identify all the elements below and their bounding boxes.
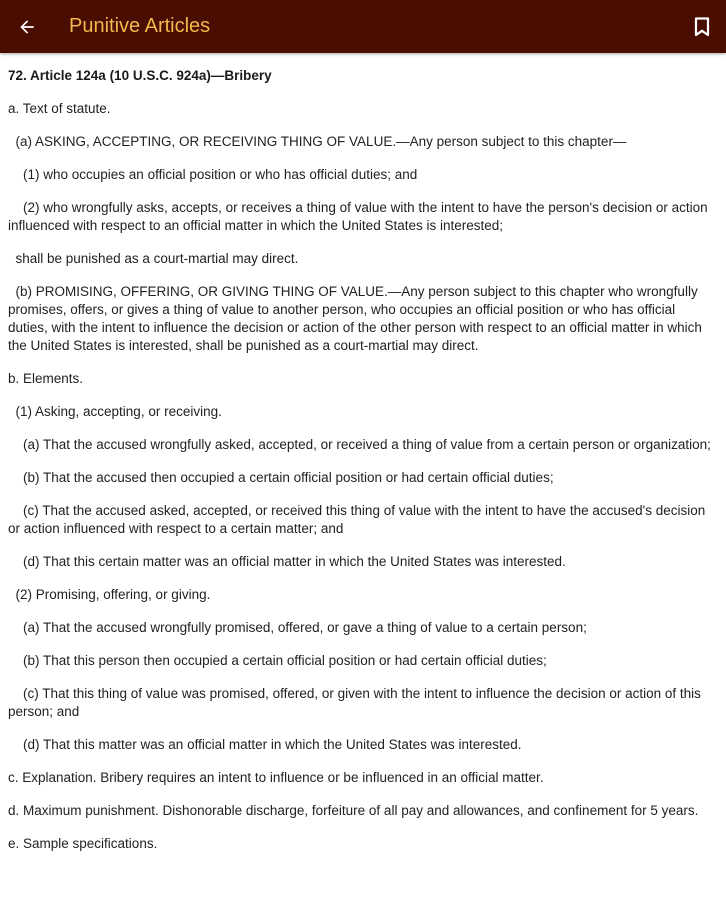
paragraph-elements-2-b: (b) That this person then occupied a certain official position or had certain official duties; (8, 653, 547, 668)
page-title: Punitive Articles (69, 15, 211, 37)
back-button[interactable] (15, 15, 39, 39)
arrow-left-icon (17, 17, 37, 37)
paragraph-elements-2-d: (d) That this matter was an official matter in which the United States was interested. (8, 737, 522, 752)
paragraph-text-of-statute: a. Text of statute. (8, 101, 111, 116)
paragraph-explanation: c. Explanation. Bribery requires an intent to influence or be influenced in an official matter. (8, 770, 544, 785)
bookmark-icon (694, 17, 710, 37)
paragraph-statute-a-1: (1) who occupies an official position or who has official duties; and (8, 167, 418, 182)
app-bar (0, 0, 726, 53)
paragraph-elements-1: (1) Asking, accepting, or receiving. (8, 404, 222, 419)
paragraph-sample-specifications: e. Sample specifications. (8, 836, 158, 851)
paragraph-statute-b: (b) PROMISING, OFFERING, OR GIVING THING OF VALUE.—Any person subject to this chapter who wrongfully promises, offers, or gives a thing of value to another person, who occupies an official position or who has official duties, with the intent to influence the decision or action of the other person with respect to an official matter in which the United States is interested, shall be punished as a court-martial may direct. (8, 284, 702, 353)
paragraph-elements-2: (2) Promising, offering, or giving. (8, 587, 211, 602)
paragraph-elements-1-b: (b) That the accused then occupied a certain official position or had certain official duties; (8, 470, 554, 485)
paragraph-elements: b. Elements. (8, 371, 84, 386)
bookmark-button[interactable] (692, 16, 712, 38)
paragraph-statute-a-2: (2) who wrongfully asks, accepts, or receives a thing of value with the intent to have the person's decision or action influenced with respect to an official matter in which the United States is interested; (8, 200, 708, 233)
paragraph-statute-punishment: shall be punished as a court-martial may direct. (8, 251, 299, 266)
paragraph-elements-2-a: (a) That the accused wrongfully promised, offered, or gave a thing of value to a certain person; (8, 620, 587, 635)
paragraph-statute-a: (a) ASKING, ACCEPTING, OR RECEIVING THING OF VALUE.—Any person subject to this chapter— (8, 134, 627, 149)
paragraph-elements-1-c: (c) That the accused asked, accepted, or received this thing of value with the intent to have the accused's decision or action influenced with respect to a certain matter; and (8, 503, 706, 536)
paragraph-elements-2-c: (c) That this thing of value was promised, offered, or given with the intent to influence the decision or action of this person; and (8, 686, 701, 719)
article-content[interactable] (8, 67, 714, 900)
paragraph-elements-1-d: (d) That this certain matter was an official matter in which the United States was interested. (8, 554, 566, 569)
paragraph-elements-1-a: (a) That the accused wrongfully asked, accepted, or received a thing of value from a certain person or organization; (8, 437, 711, 452)
article-heading: 72. Article 124a (10 U.S.C. 924a)—Bribery (8, 68, 272, 83)
paragraph-maximum-punishment: d. Maximum punishment. Dishonorable discharge, forfeiture of all pay and allowances, and confinement for 5 years. (8, 803, 699, 818)
